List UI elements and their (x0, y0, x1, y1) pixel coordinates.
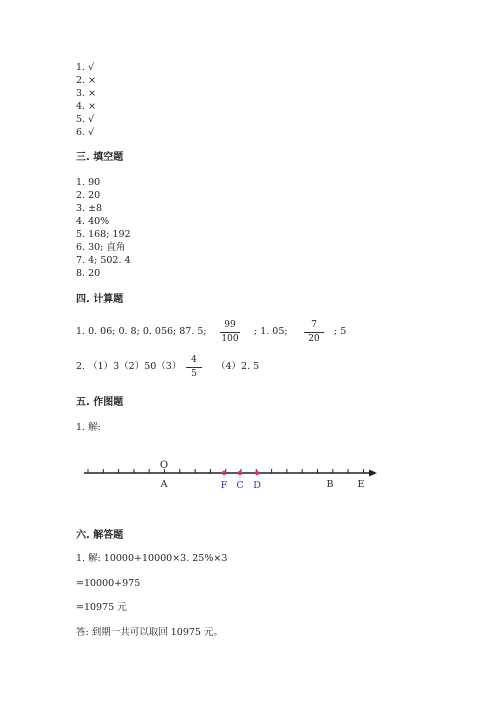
section4-title: 四. 计算题 (76, 294, 124, 305)
fraction-bar (220, 332, 240, 333)
fill-answer-4: 4. 40% (76, 216, 110, 227)
fill-answer-3: 3. ±8 (76, 203, 103, 214)
fraction-bar (186, 367, 202, 368)
label-b: B (326, 479, 334, 490)
solution-line-3: =10975 元 (76, 602, 127, 613)
highlighted-point (255, 471, 259, 475)
number-line-diagram (0, 456, 500, 496)
label-f: F (220, 480, 228, 491)
fill-answer-6: 6. 30; 直角 (76, 242, 126, 253)
drawing-solution-label: 1. 解: (76, 422, 101, 433)
fraction-denominator: 20 (308, 334, 320, 344)
judgment-answer-3: 3. × (76, 88, 97, 99)
judgment-answer-1: 1. √ (76, 62, 95, 73)
fraction-7-20 (302, 320, 326, 345)
judgment-answer-4: 4. × (76, 101, 97, 112)
calc-line1-part-b: ; 1. 05; (254, 326, 288, 337)
fraction-4-5 (184, 355, 204, 380)
fraction-denominator: 5 (191, 369, 197, 379)
fraction-99-100 (218, 320, 242, 345)
label-a: A (160, 479, 168, 490)
section5-title: 五. 作图题 (76, 397, 124, 408)
judgment-answer-5: 5. √ (76, 114, 95, 125)
fill-answer-1: 1. 90 (76, 177, 101, 188)
section6-title: 六. 解答题 (76, 530, 124, 541)
fill-answer-7: 7. 4; 502. 4 (76, 255, 131, 266)
fraction-denominator: 100 (221, 334, 239, 344)
calc-line2-part-b: （4）2. 5 (216, 361, 260, 372)
number-line-arrowhead (369, 470, 377, 477)
judgment-answer-6: 6. √ (76, 127, 95, 138)
solution-line-1: 1. 解: 10000+10000×3. 25%×3 (76, 553, 228, 564)
label-o: O (159, 460, 169, 471)
fill-answer-5: 5. 168; 192 (76, 229, 131, 240)
fraction-numerator: 99 (224, 320, 236, 330)
highlighted-point (222, 471, 226, 475)
solution-line-2: =10000+975 (76, 578, 141, 589)
calc-line1-part-a: 1. 0. 06; 0. 8; 0. 056; 87. 5; (76, 326, 207, 337)
fraction-bar (304, 332, 324, 333)
fill-answer-2: 2. 20 (76, 190, 101, 201)
fraction-numerator: 7 (311, 320, 317, 330)
fraction-numerator: 4 (191, 355, 197, 365)
label-e: E (357, 479, 365, 490)
solution-answer: 答: 到期一共可以取回 10975 元。 (76, 627, 223, 638)
section3-title: 三. 填空题 (76, 152, 124, 163)
highlighted-point (238, 471, 242, 475)
calc-line2-part-a: 2. （1）3（2）50（3） (76, 361, 182, 372)
label-d: D (253, 480, 261, 491)
judgment-answer-2: 2. × (76, 75, 97, 86)
label-c: C (236, 480, 244, 491)
fill-answer-8: 8. 20 (76, 268, 101, 279)
calc-line1-part-c: ; 5 (334, 326, 347, 337)
